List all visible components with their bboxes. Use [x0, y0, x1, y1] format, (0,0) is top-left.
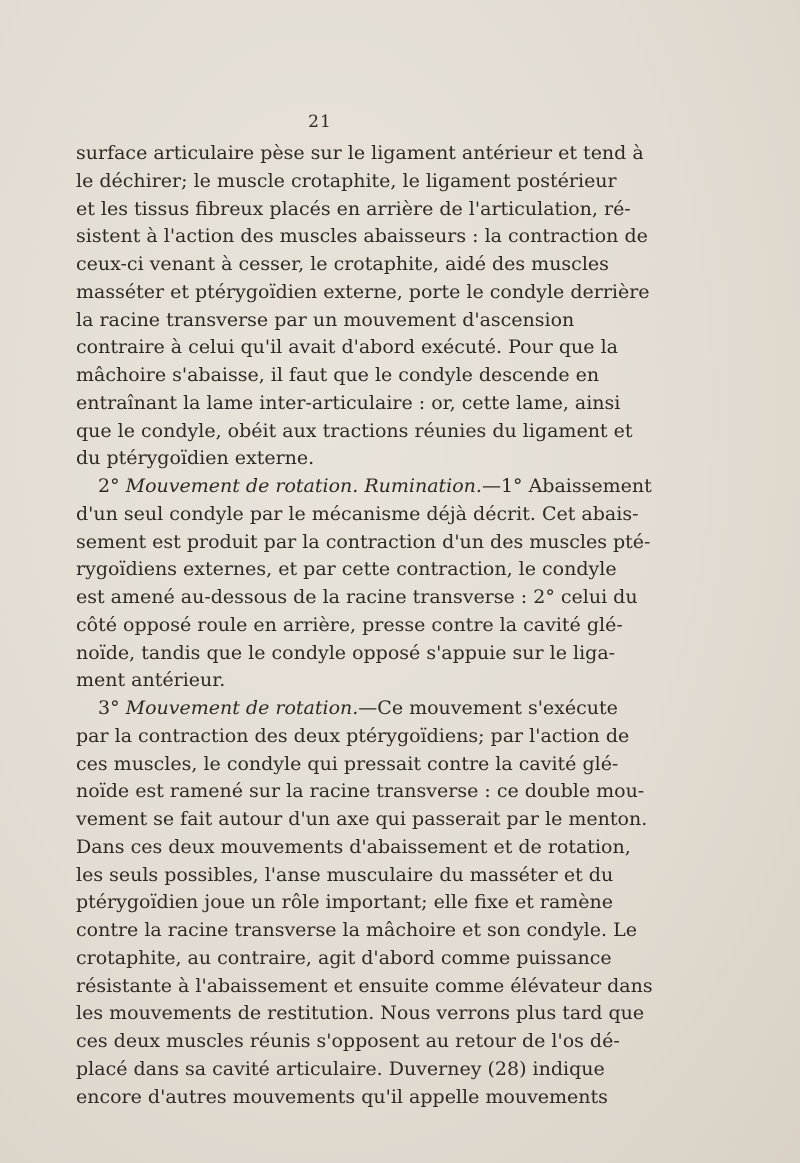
line-text: contraire à celui qu'il avait d'abord exécuté. Pour que la — [76, 336, 618, 359]
line-text: masséter et ptérygoïdien externe, porte le condyle derrière — [76, 280, 650, 303]
text-line — [76, 223, 648, 251]
line-text: ces deux muscles réunis s'opposent au retour de l'os dé- — [76, 1030, 620, 1052]
text-line — [76, 695, 618, 723]
line-text: mâchoire s'abaisse, il faut que le condyle descende en — [76, 364, 600, 386]
line-text: d'un seul condyle par le mécanisme déjà décrit. Cet abais- — [76, 502, 639, 525]
text-line — [76, 751, 619, 779]
text-line — [76, 362, 600, 390]
line-text: placé dans sa cavité articulaire. Duverney (28) indique — [76, 1057, 605, 1080]
line-text: —1° Abaissement — [481, 475, 652, 497]
line-text: crotaphite, au contraire, agit d'abord comme puissance — [76, 946, 612, 969]
text-line — [76, 862, 614, 890]
line-text: noïde, tandis que le condyle opposé s'appuie sur le liga- — [76, 641, 616, 664]
line-text: contre la racine transverse la mâchoire et son condyle. Le — [76, 919, 637, 941]
text-line — [76, 640, 616, 668]
text-line — [76, 334, 618, 362]
text-line — [76, 834, 631, 862]
line-text: ptérygoïdien joue un rôle important; elle fixe et ramène — [76, 891, 614, 914]
line-text: —Ce mouvement s'exécute — [358, 697, 618, 719]
text-line — [76, 556, 617, 584]
text-line — [76, 612, 623, 640]
text-line — [76, 889, 614, 917]
text-line — [76, 1028, 620, 1056]
text-line — [76, 945, 612, 973]
text-line — [76, 778, 645, 806]
text-line — [76, 445, 564, 473]
text-line — [76, 723, 630, 751]
line-text: du ptérygoïdien externe. — [76, 447, 315, 470]
text-line — [76, 529, 651, 557]
line-text: rygoïdiens externes, et par cette contraction, le condyle — [76, 558, 617, 581]
line-text: et les tissus fibreux placés en arrière de l'articulation, ré- — [76, 197, 631, 220]
line-text: le déchirer; le muscle crotaphite, le ligament postérieur — [76, 169, 617, 192]
line-text: côté opposé roule en arrière, presse contre la cavité glé- — [76, 613, 623, 636]
text-line — [76, 196, 631, 224]
section-heading-italic: Mouvement de rotation. — [125, 697, 359, 719]
line-text: résistante à l'abaissement et ensuite comme élévateur dans — [76, 974, 653, 997]
line-text: sement est produit par la contraction d'un des muscles pté- — [76, 530, 651, 553]
line-text: entraînant la lame inter-articulaire : or, cette lame, ainsi — [76, 391, 621, 414]
line-text: les mouvements de restitution. Nous verrons plus tard que — [76, 1002, 645, 1025]
line-text: surface articulaire pèse sur le ligament antérieur et tend à — [76, 142, 644, 164]
line-text: la racine transverse par un mouvement d'ascension — [76, 308, 575, 331]
line-text: ment antérieur. — [76, 669, 226, 692]
text-line — [76, 973, 653, 1001]
text-line — [76, 1056, 605, 1084]
text-line — [76, 168, 617, 196]
text-line — [76, 307, 575, 335]
line-text: encore d'autres mouvements qu'il appelle mouvements — [76, 1085, 608, 1108]
line-text: vement se fait autour d'un axe qui passerait par le menton. — [76, 808, 648, 830]
text-line — [76, 279, 650, 307]
text-line — [76, 667, 564, 695]
line-text: que le condyle, obéit aux tractions réunies du ligament et — [76, 419, 633, 442]
line-text: ceux-ci venant à cesser, le crotaphite, aidé des muscles — [76, 253, 609, 275]
text-line — [76, 917, 637, 945]
line-text: par la contraction des deux ptérygoïdiens; par l'action de — [76, 724, 630, 747]
text-line — [76, 390, 621, 418]
text-line — [76, 140, 644, 168]
line-text: Dans ces deux mouvements d'abaissement et de rotation, — [76, 835, 631, 858]
line-text: est amené au-dessous de la racine transverse : 2° celui du — [76, 586, 638, 608]
page-number: 21 — [308, 112, 332, 132]
line-prefix: 2° — [98, 475, 126, 497]
text-line — [76, 251, 609, 279]
section-heading-italic: Mouvement de rotation. Rumination. — [125, 475, 482, 497]
text-line — [76, 473, 652, 501]
text-line — [76, 1084, 608, 1112]
text-line — [76, 501, 639, 529]
text-line — [76, 806, 648, 834]
text-line — [76, 1000, 645, 1028]
line-prefix: 3° — [98, 697, 126, 719]
line-text: noïde est ramené sur la racine transverse : ce double mou- — [76, 780, 645, 803]
body-text — [76, 140, 653, 1111]
line-text: les seuls possibles, l'anse musculaire du masséter et du — [76, 863, 614, 886]
line-text: sistent à l'action des muscles abaisseurs : la contraction de — [76, 225, 648, 248]
text-line — [76, 584, 638, 612]
line-text: ces muscles, le condyle qui pressait contre la cavité glé- — [76, 752, 619, 775]
text-line — [76, 418, 633, 446]
